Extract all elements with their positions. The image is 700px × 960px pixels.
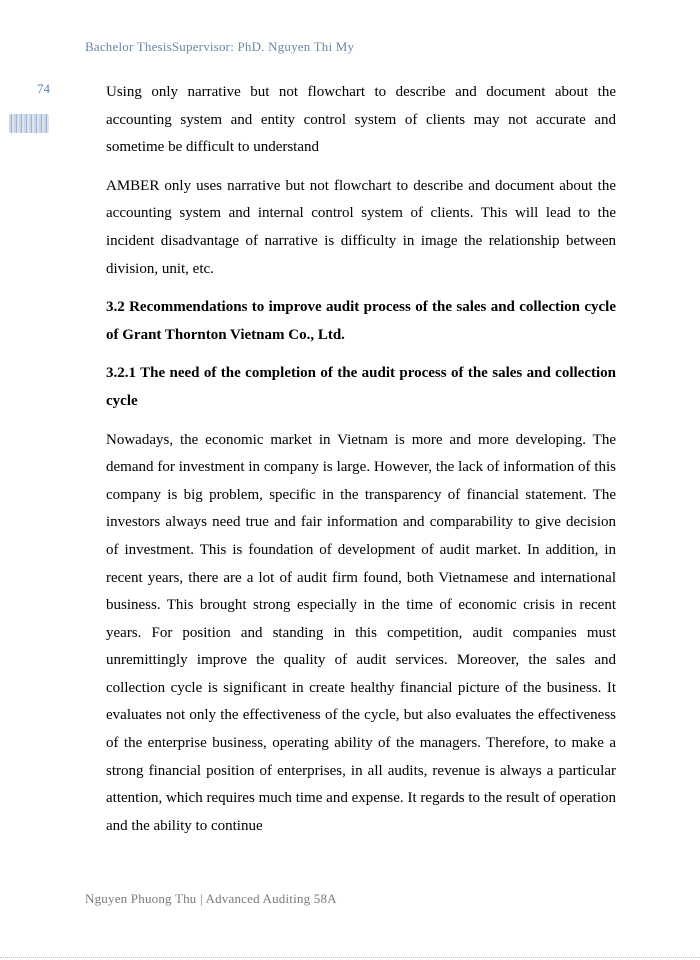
page-bottom-rule: [0, 957, 700, 958]
paragraph-narrative-limitation: Using only narrative but not flowchart to describe and document about the accounting system and entity control system of clients may not accurate and sometime be difficult to understand: [106, 84, 616, 156]
page-number: 74: [37, 81, 50, 96]
section-heading-3-2: 3.2 Recommendations to improve audit process of the sales and collection cycle of Grant Thornton Vietnam Co., Ltd.: [106, 299, 616, 343]
paragraph-amber-narrative: AMBER only uses narrative but not flowchart to describe and document about the accounting system and internal control system of clients. This will lead to the incident disadvantage of narrative is difficulty in image the relationship between division, unit, etc.: [106, 177, 616, 277]
page-footer: Nguyen Phuong Thu | Advanced Auditing 58A: [85, 891, 337, 906]
subsection-heading-3-2-1: 3.2.1 The need of the completion of the audit process of the sales and collection cycle: [106, 365, 616, 409]
page-header: Bachelor ThesisSupervisor: PhD. Nguyen Thi My: [85, 39, 355, 54]
document-body: [106, 79, 616, 851]
paragraph-nowadays: Nowadays, the economic market in Vietnam is more and more developing. The demand for investment in company is large. However, the lack of information of this company is big problem, specific in the transparency of financial statement. The investors always need true and fair information and comparability to give decision of investment. This is foundation of development of audit market. In addition, in recent years, there are a lot of audit firm found, both Vietnamese and international business. This brought strong especially in the time of economic crisis in recent years. For position and standing in this competition, audit companies must unremittingly improve the quality of audit services. Moreover, the sales and collection cycle is significant in create healthy financial picture of the business. It evaluates not only the effectiveness of the cycle, but also evaluates the effectiveness of the enterprise business, operating ability of the managers. Therefore, to make a strong financial position of enterprises, in all audits, revenue is always a particular attention, which requires much time and expense. It regards to the result of operation and the ability to continue: [106, 431, 616, 834]
page-tab-decoration: [9, 114, 49, 133]
